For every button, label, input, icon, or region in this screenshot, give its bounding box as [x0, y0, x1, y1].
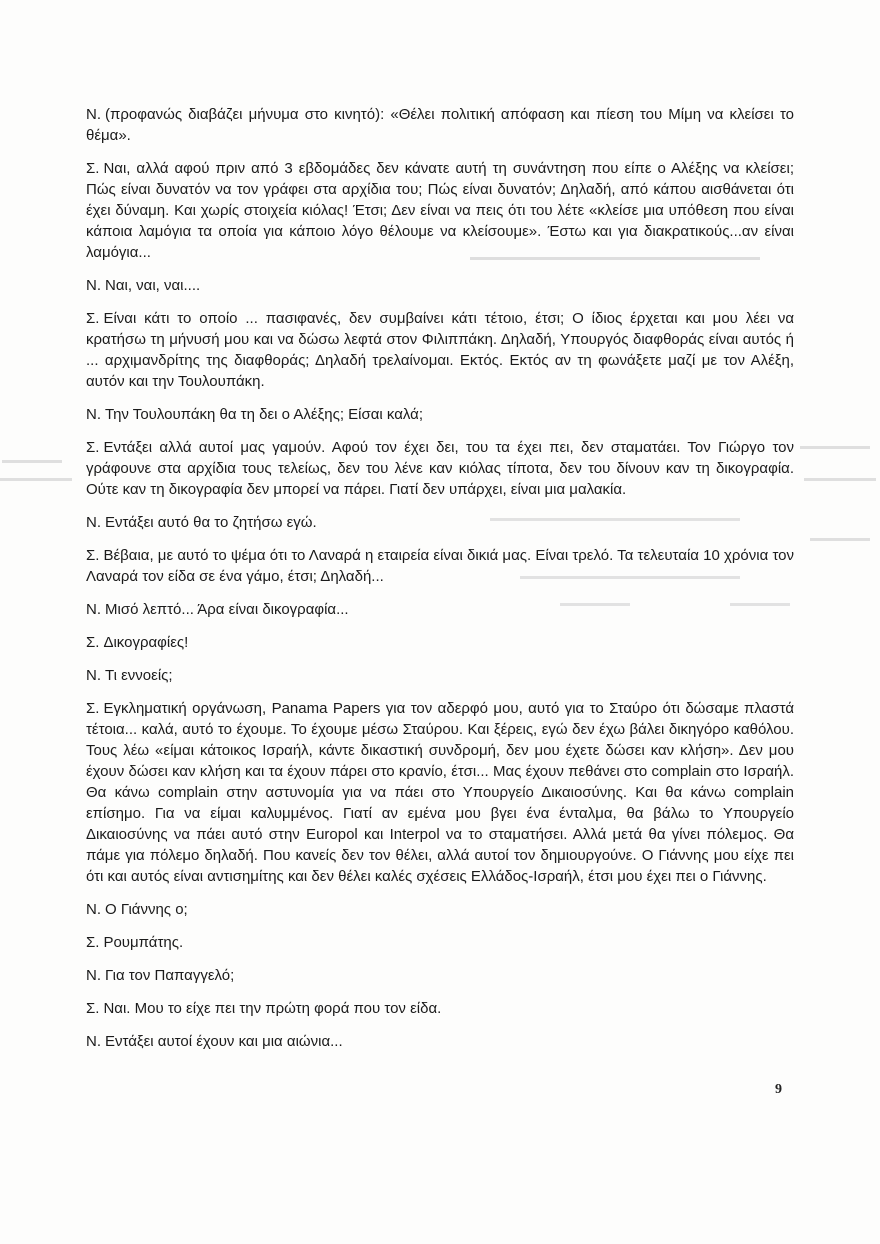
paragraph-text: Μισό λεπτό... Άρα είναι δικογραφία... [105, 601, 349, 618]
transcript-paragraph [86, 998, 794, 1019]
transcript-paragraph [86, 512, 794, 533]
transcript-paragraph [86, 308, 794, 392]
paragraph-text: Εντάξει αλλά αυτοί μας γαμούν. Αφού τον έχει δει, του τα έχει πει, δεν σταματάει. Τον Γιώργο τον γράφουνε στα αρχίδια τους τελείως, δεν του λένε καν κιόλας τίποτα, δεν του δίνουν καν τη δικογραφία. Ούτε καν τη δικογραφία δεν μπορεί να πάρει. Γιατί δεν υπάρχει, είναι μια μαλακία. [86, 439, 794, 498]
transcript-paragraph [86, 1031, 794, 1052]
page-number: 9 [775, 1082, 782, 1097]
speaker-label: Ν. [86, 901, 101, 918]
speaker-label: Σ. [86, 439, 100, 456]
transcript-paragraph [86, 599, 794, 620]
scan-noise [800, 438, 880, 551]
transcript-paragraph [86, 545, 794, 587]
speaker-label: Ν. [86, 277, 101, 294]
transcript-paragraph [86, 665, 794, 686]
paragraph-text: Εντάξει αυτοί έχουν και μια αιώνια... [105, 1033, 343, 1050]
speaker-label: Ν. [86, 106, 101, 123]
paragraph-text: Βέβαια, με αυτό το ψέμα ότι το Λαναρά η εταιρεία είναι δικιά μας. Είναι τρελό. Τα τελευταία 10 χρόνια τον Λαναρά τον είδα σε ένα γάμο, έτσι; Δηλαδή... [86, 547, 794, 585]
transcript-paragraph [86, 932, 794, 953]
transcript-paragraph [86, 404, 794, 425]
transcript-paragraph [86, 275, 794, 296]
speaker-label: Σ. [86, 634, 100, 651]
speaker-label: Ν. [86, 967, 101, 984]
speaker-label: Σ. [86, 1000, 100, 1017]
transcript-paragraph [86, 104, 794, 146]
paragraph-text: Ρουμπάτης. [103, 934, 184, 951]
paragraph-text: Ναι, αλλά αφού πριν από 3 εβδομάδες δεν κάνατε αυτή τη συνάντηση που είπε ο Αλέξης να κλείσει; Πώς είναι δυνατόν να τον γράφει στα αρχίδια του; Πώς είναι δυνατόν; Δηλαδή, από κάπου αισθάνεται ότι έχει δύναμη. Και χωρίς στοιχεία κιόλας! Έτσι; Δεν είναι να πεις ότι του λέτε «κλείσε μια υπόθεση που είναι κάποια λαμόγια τα οποία για κάποιο λόγο θέλουμε να κλείσουμε». Έστω και για διακρατικούς...αν είναι λαμόγια... [86, 160, 794, 261]
paragraph-text: Είναι κάτι το οποίο ... πασιφανές, δεν συμβαίνει κάτι τέτοιο, έτσι; Ο ίδιος έρχεται και μου λέει να κρατήσω τη μήνυσή μου και να δώσω λεφτά στον Φιλιππάκη. Δηλαδή, Υπουργός διαφθοράς είναι αυτός ή ... αρχιμανδρίτης της διαφθοράς; Δηλαδή τρελαίνομαι. Εκτός. Εκτός αν τη φωνάξετε μαζί με τον Αλέξη, αυτόν και την Τουλουπάκη. [86, 310, 794, 390]
transcript-paragraph [86, 899, 794, 920]
speaker-label: Ν. [86, 514, 101, 531]
speaker-label: Σ. [86, 160, 100, 177]
paragraph-text: Εντάξει αυτό θα το ζητήσω εγώ. [105, 514, 317, 531]
transcript-paragraph [86, 437, 794, 500]
paragraph-text: Ο Γιάννης ο; [105, 901, 188, 918]
speaker-label: Σ. [86, 547, 100, 564]
paragraph-text: Ναι. Μου το είχε πει την πρώτη φορά που τον είδα. [103, 1000, 442, 1017]
paragraph-text: Εγκληματική οργάνωση, Panama Papers για τον αδερφό μου, αυτό για το Σταύρο ότι δώσαμε πλαστά τέτοια... καλά, αυτό το έχουμε. Το έχουμε μέσω Σταύρου. Και ξέρεις, εγώ δεν έχω βάλει δικηγόρο καθόλου. Τους λέω «είμαι κάτοικος Ισραήλ, κάντε δικαστική συνδρομή, δεν μου έχετε δώσει καν κλήση». Δεν μου έχουν δώσει καν κλήση και τα έχουν πάρει στο κρανίο, έτσι... Μας έχουν πεθάνει στο complain στο Ισραήλ. Θα κάνω complain στην αστυνομία για να πάει στο Υπουργείο Δικαιοσύνης. Και θα κάνω complain επίσημο. Για να είμαι καλυμμένος. Γιατί αν εμένα μου βγει ένα ένταλμα, θα βάλω το Υπουργείο Δικαιοσύνης να πάει αυτό στην Europol και Interpol να το σταματήσει. Αλλά μετά θα γίνει πόλεμος. Θα πάμε για πόλεμο δηλαδή. Που κανείς δεν τον θέλει, αλλά αυτοί τον δημιουργούνε. Ο Γιάννης μου είχε πει ότι και αυτός είναι αντισημίτης και δεν θέλει καλές σχέσεις Ελλάδος-Ισραήλ, έτσι μου έχει πει ο Γιάννης. [86, 700, 794, 885]
paragraph-text: Την Τουλουπάκη θα τη δει ο Αλέξης; Είσαι καλά; [105, 406, 424, 423]
transcript-paragraph [86, 632, 794, 653]
transcript-body [86, 104, 794, 1064]
paragraph-text: (προφανώς διαβάζει μήνυμα στο κινητό): «Θέλει πολιτική απόφαση και πίεση του Μίμη να κλείσει το θέμα». [86, 106, 794, 144]
paragraph-text: Τι εννοείς; [105, 667, 173, 684]
speaker-label: Σ. [86, 934, 100, 951]
speaker-label: Ν. [86, 406, 101, 423]
paragraph-text: Ναι, ναι, ναι.... [105, 277, 201, 294]
transcript-paragraph [86, 158, 794, 263]
speaker-label: Σ. [86, 310, 100, 327]
transcript-paragraph [86, 965, 794, 986]
paragraph-text: Για τον Παπαγγελό; [105, 967, 235, 984]
paragraph-text: Δικογραφίες! [103, 634, 189, 651]
speaker-label: Ν. [86, 667, 101, 684]
speaker-label: Ν. [86, 601, 101, 618]
speaker-label: Σ. [86, 700, 100, 717]
speaker-label: Ν. [86, 1033, 101, 1050]
transcript-paragraph [86, 698, 794, 887]
scan-noise [0, 456, 80, 499]
